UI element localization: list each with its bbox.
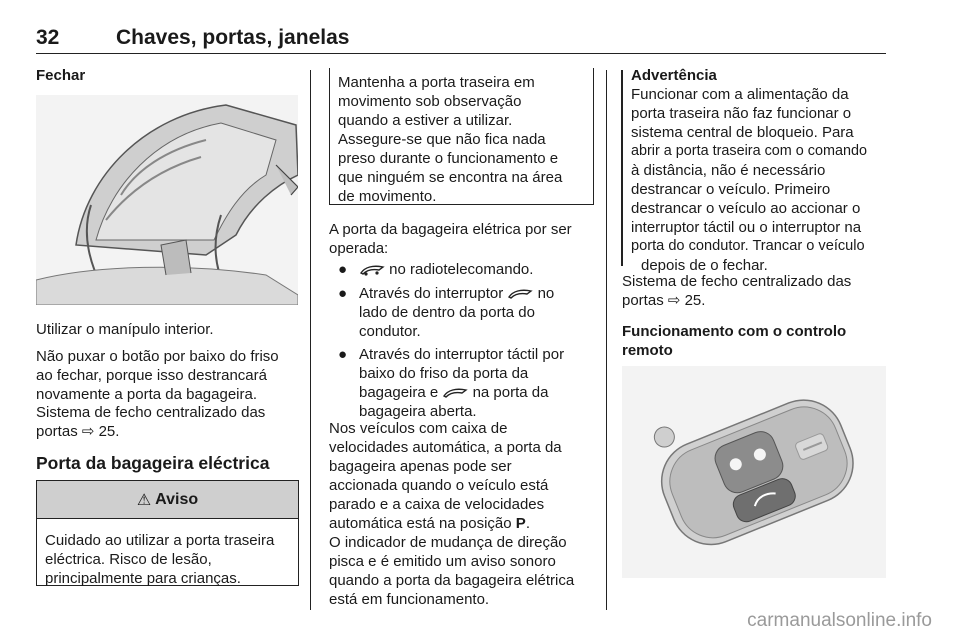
bullet-text: no [533, 285, 555, 302]
advertencia-block [622, 66, 912, 274]
advertencia-rule [621, 70, 623, 266]
text-line: sistema central de bloqueio. Para [631, 124, 854, 141]
page-title: Chaves, portas, janelas [116, 26, 350, 49]
gear-position-p: P [515, 515, 526, 532]
watermark: carmanualsonline.info [747, 610, 932, 631]
text-line: Funcionamento com o controlo [622, 323, 847, 340]
column-divider [606, 70, 607, 610]
text-line: destrancar o veículo ao accionar o [631, 200, 861, 217]
aviso-box [36, 480, 299, 586]
automatic-gearbox-paragraph [329, 419, 562, 533]
bullet-text: baixo do friso da porta da [359, 365, 529, 382]
text-line: eléctrica. Risco de lesão, [45, 551, 212, 568]
text-line: porta traseira não faz funcionar o [631, 105, 852, 122]
warning-icon: ⚠ [136, 491, 152, 509]
tailgate-open-icon [359, 264, 385, 276]
caution-box [329, 68, 594, 205]
text-line: depois de o fechar. [641, 257, 768, 274]
text-line: operada: [329, 240, 389, 257]
text-line: Sistema de fecho centralizado das [36, 404, 266, 421]
text-line: de movimento. [338, 188, 437, 205]
column-divider [310, 70, 311, 610]
bullet-text: lado de dentro da porta do [359, 304, 535, 321]
page-number: 32 [36, 26, 60, 49]
bullet-text: no radiotelecomando. [385, 261, 534, 278]
text-line: que ninguém se encontra na área [338, 169, 563, 186]
text-line: . [525, 515, 530, 532]
warning-paragraph [36, 347, 279, 404]
text-line: A porta da bagageira elétrica por ser [329, 221, 572, 238]
header-rule [36, 53, 886, 54]
text-line: Cuidado ao utilizar a porta traseira [45, 532, 275, 549]
turn-signal-paragraph [329, 533, 574, 609]
page-reference-link[interactable]: portas ⇨ 25. [622, 292, 706, 309]
caution-text [330, 68, 593, 206]
tailgate-open-icon [507, 288, 533, 300]
text-line: interruptor táctil ou o interruptor na [631, 219, 862, 236]
text-line: principalmente para crianças. [45, 570, 241, 587]
text-line: remoto [622, 342, 673, 359]
bullet-touch-switch [338, 345, 565, 421]
aviso-title: Aviso [155, 490, 199, 508]
advertencia-title: Advertência [631, 67, 717, 84]
reference-paragraph [622, 272, 851, 310]
bullet-text: condutor. [359, 323, 421, 340]
page-reference-link[interactable]: portas ⇨ 25. [36, 423, 120, 440]
bullet-door-switch [338, 284, 555, 341]
text-line: preso durante o funcionamento e [338, 150, 559, 167]
text-line: está em funcionamento. [329, 591, 490, 608]
text-line: Assegure-se que não fica nada [338, 131, 546, 148]
text-line: parado e a caixa de velocidades [329, 496, 545, 513]
remote-key-illustration [622, 366, 886, 578]
text-line: quando a porta da bagageira elétrica [329, 572, 575, 589]
text-line: ao fechar, porque isso destrancará [36, 367, 267, 384]
text-line: quando a estiver a utilizar. [338, 112, 513, 129]
text-line: novamente a porta da bagageira. [36, 386, 257, 403]
text-line: Sistema de fecho centralizado das [622, 273, 852, 290]
section-title-fechar: Fechar [36, 67, 86, 84]
text-line: pisca e é emitido um aviso sonoro [329, 553, 556, 570]
text-line: abrir a porta traseira com o comando [631, 143, 867, 159]
text-line: destrancar o veículo. Primeiro [631, 181, 831, 198]
tailgate-drawing [36, 95, 298, 305]
bullet-text: bagageira e [359, 384, 439, 401]
text-line: movimento sob observação [338, 93, 522, 110]
remote-key-drawing [622, 366, 886, 578]
text-line: Não puxar o botão por baixo do friso [36, 348, 279, 365]
reference-paragraph [36, 403, 265, 441]
bullet-text: na porta da [468, 384, 549, 401]
aviso-body [37, 519, 298, 588]
text-line: porta do condutor. Trancar o veículo [631, 238, 865, 254]
text-line: velocidades automática, a porta da [329, 439, 562, 456]
tailgate-open-icon [442, 387, 468, 399]
bullet-remote [338, 260, 534, 279]
text-line: accionada quando o veículo está [329, 477, 549, 494]
text-line: O indicador de mudança de direção [329, 534, 567, 551]
text-line: Nos veículos com caixa de [329, 420, 508, 437]
bullet-dot: ● [338, 346, 348, 363]
instruction-text: Utilizar o manípulo interior. [36, 321, 214, 338]
remote-control-heading [622, 322, 846, 360]
text-line: automática está na posição [329, 515, 516, 532]
tailgate-illustration [36, 95, 298, 305]
bullet-dot: ● [338, 285, 348, 302]
bullet-text: Através do interruptor táctil por [359, 346, 565, 363]
operation-intro [329, 220, 572, 258]
bullet-text: Através do interruptor [359, 285, 504, 302]
section-heading-power-tailgate: Porta da bagageira eléctrica [36, 453, 270, 473]
text-line: Mantenha a porta traseira em [338, 74, 535, 91]
text-line: Funcionar com a alimentação da [631, 86, 849, 103]
text-line: bagageira apenas pode ser [329, 458, 512, 475]
text-line: à distância, não é necessário [631, 162, 826, 179]
bullet-dot: ● [338, 261, 348, 278]
bullet-text: bagageira aberta. [359, 403, 477, 420]
aviso-header [37, 481, 298, 519]
